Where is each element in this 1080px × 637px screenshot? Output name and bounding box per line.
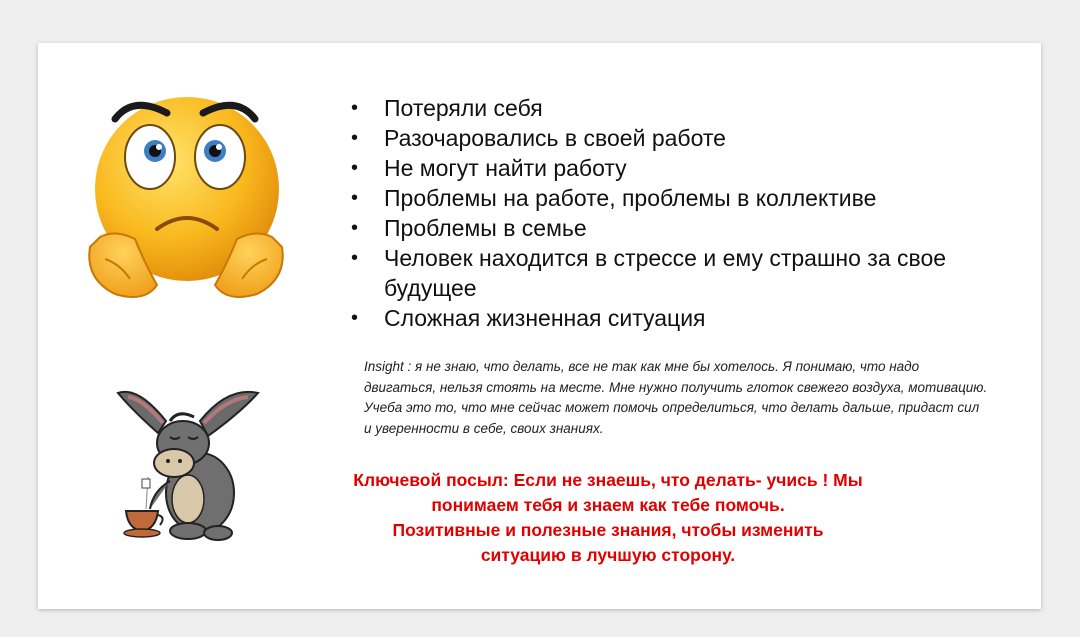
list-item: • Разочаровались в своей работе <box>351 125 726 151</box>
sad-donkey-icon <box>108 381 273 546</box>
worried-smiley-icon <box>75 89 297 311</box>
problem-list <box>351 93 991 333</box>
list-item: • Проблемы в семье <box>351 215 587 241</box>
insight-text: Insight : я не знаю, что делать, все не так как мне бы хотелось. Я понимаю, что надо двигаться, нельзя стоять на месте. Мне нужно получить глоток свежего воздуха, мотивацию. Учеба это то, что мне сейчас может помочь определиться, что делать дальше, придаст сил и уверенности в себе, своих знаниях. <box>364 359 988 436</box>
key-message <box>348 468 868 568</box>
list-item: • Сложная жизненная ситуация <box>351 305 706 331</box>
list-item: • Проблемы на работе, проблемы в коллективе <box>351 185 877 211</box>
key-message-line-2: Позитивные и полезные знания, чтобы изменить ситуацию в лучшую сторону. <box>392 520 824 565</box>
list-item: • Потеряли себя <box>351 95 543 121</box>
slide <box>38 43 1041 609</box>
list-item: • Человек находится в стрессе и ему страшно за свое будущее <box>351 245 947 301</box>
key-message-line-1: Ключевой посыл: Если не знаешь, что делать- учись ! Мы понимаем тебя и знаем как тебе помочь. <box>353 470 863 515</box>
list-item: • Не могут найти работу <box>351 155 627 181</box>
